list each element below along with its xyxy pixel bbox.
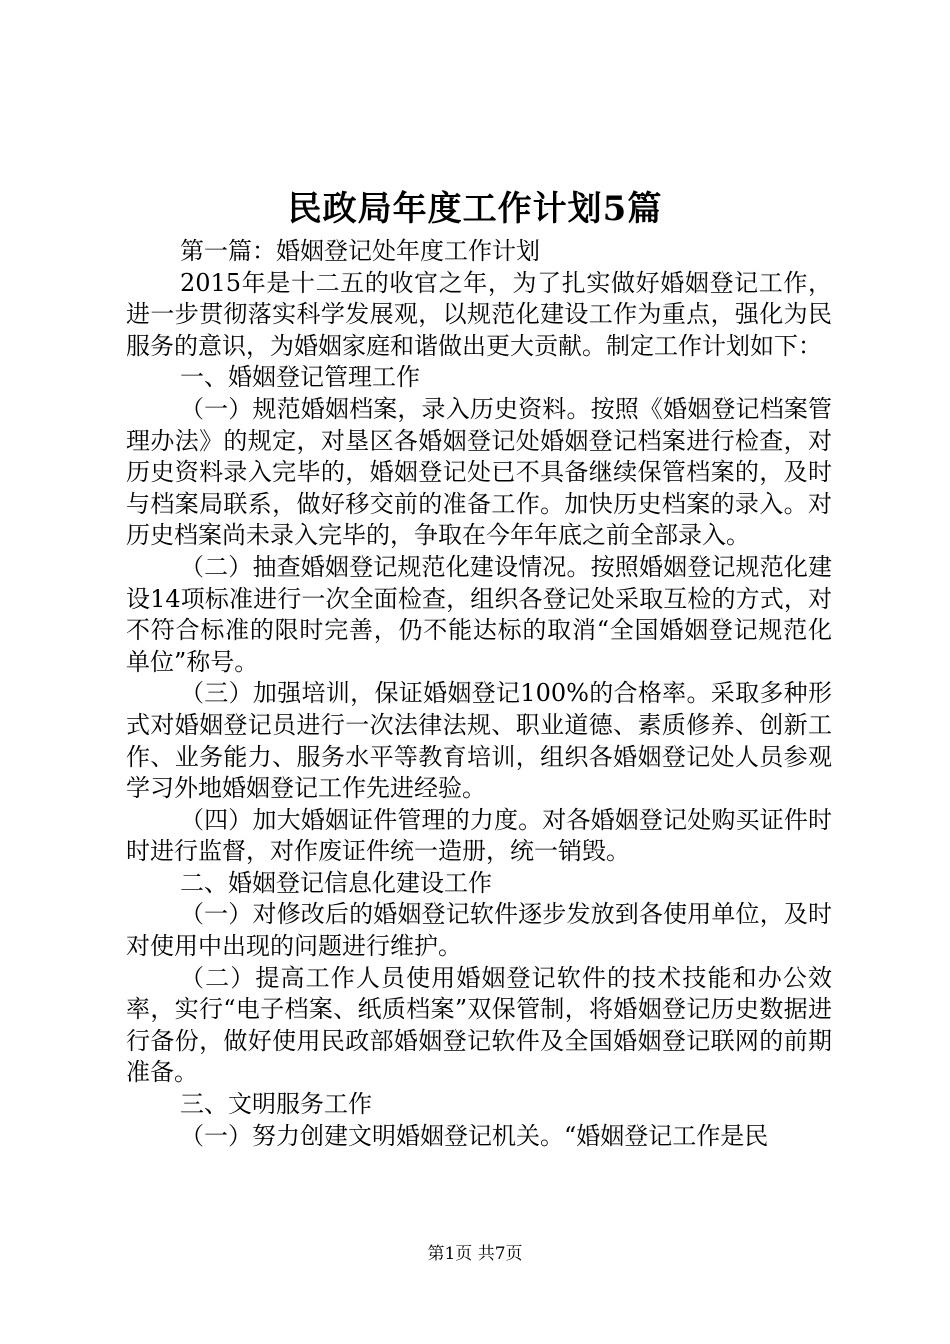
section-heading: 一、婚姻登记管理工作 (180, 363, 420, 392)
paragraph: （四）加大婚姻证件管理的力度。对各婚姻登记处购买证件时时进行监督，对作废证件统一造册，统一销毁。 (126, 805, 832, 866)
paragraph: （一）努力创建文明婚姻登记机关。“婚姻登记工作是民 (180, 1121, 769, 1150)
paragraph: （二）抽查婚姻登记规范化建设情况。按照婚姻登记规范化建设14项标准进行一次全面检查，组织各登记处采取互检的方式，对不符合标准的限时完善，仍不能达标的取消“全国婚姻登记规范化单位”称号。 (126, 552, 832, 676)
paragraph: （二）提高工作人员使用婚姻登记软件的技术技能和办公效率，实行“电子档案、纸质档案”双保管制，将婚姻登记历史数据进行备份，做好使用民政部婚姻登记软件及全国婚姻登记联网的前期准备。 (126, 963, 832, 1087)
paragraph: （一）对修改后的婚姻登记软件逐步发放到各使用单位，及时对使用中出现的问题进行维护。 (126, 900, 832, 961)
document-body (126, 236, 832, 1152)
paragraph: （三）加强培训，保证婚姻登记100%的合格率。采取多种形式对婚姻登记员进行一次法律法规、职业道德、素质修养、创新工作、业务能力、服务水平等教育培训，组织各婚姻登记处人员参观学习外地婚姻登记工作先进经验。 (126, 679, 832, 803)
paragraph: （一）规范婚姻档案，录入历史资料。按照《婚姻登记档案管理办法》的规定，对垦区各婚姻登记处婚姻登记档案进行检查，对历史资料录入完毕的，婚姻登记处已不具备继续保管档案的，及时与档案局联系，做好移交前的准备工作。加快历史档案的录入。对历史档案尚未录入完毕的，争取在今年年底之前全部录入。 (126, 394, 832, 550)
document-title: 民政局年度工作计划5篇 (287, 189, 663, 229)
section-heading: 二、婚姻登记信息化建设工作 (180, 868, 492, 897)
section-heading: 三、文明服务工作 (180, 1090, 372, 1119)
paragraph: 2015年是十二五的收官之年，为了扎实做好婚姻登记工作，进一步贯彻落实科学发展观，以规范化建设工作为重点，强化为民服务的意识，为婚姻家庭和谐做出更大贡献。制定工作计划如下： (126, 268, 832, 360)
page-number: 第1页 共7页 (427, 1244, 523, 1264)
section-heading: 第一篇：婚姻登记处年度工作计划 (180, 237, 540, 265)
